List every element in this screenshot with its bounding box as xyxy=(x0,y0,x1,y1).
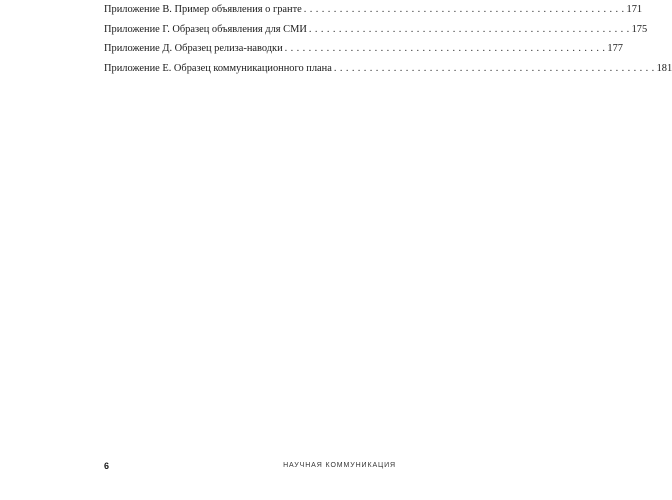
toc-entry-title: Приложение Г. Образец объявления для СМИ xyxy=(104,23,307,35)
toc-entry xyxy=(104,0,643,20)
toc-entry-page: 177 xyxy=(607,43,623,54)
toc-entry-page: 181 xyxy=(656,62,672,74)
toc-leader-dots: . . . . . . . . . . . . . . . . . . . . . . . . . . . . . . . . . . . . . . . . . . . . . . . . . . . . . . xyxy=(333,62,655,74)
toc-leader-dots: . . . . . . . . . . . . . . . . . . . . . . . . . . . . . . . . . . . . . . . . . . . . . . . . . . . . . . xyxy=(308,23,630,35)
toc-entry-title: Приложение Д. Образец релиза-наводки xyxy=(104,43,283,54)
page-number: 6 xyxy=(104,461,110,471)
toc-entry xyxy=(104,20,648,40)
table-of-contents xyxy=(104,0,672,78)
toc-entry-title: Приложение Е. Образец коммуникационного плана xyxy=(104,62,332,74)
toc-entry-page: 175 xyxy=(631,23,648,35)
toc-entry-page: 171 xyxy=(626,4,643,15)
toc-leader-dots: . . . . . . . . . . . . . . . . . . . . . . . . . . . . . . . . . . . . . . . . . . . . . . . . . . . . . . xyxy=(284,43,606,54)
toc-entry-title: Приложение В. Пример объявления о гранте xyxy=(104,4,302,15)
toc-entry xyxy=(104,59,672,79)
toc-entry xyxy=(104,39,623,59)
running-title: НАУЧНАЯ КОММУНИКАЦИЯ xyxy=(283,462,396,469)
toc-leader-dots: . . . . . . . . . . . . . . . . . . . . . . . . . . . . . . . . . . . . . . . . . . . . . . . . . . . . . . xyxy=(303,4,625,15)
